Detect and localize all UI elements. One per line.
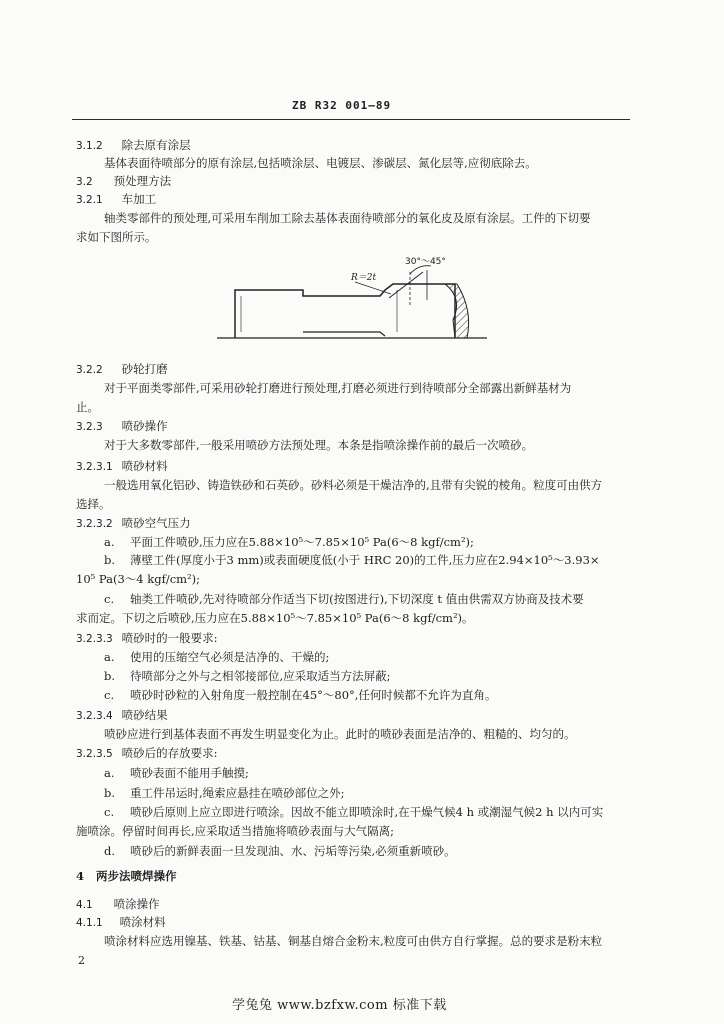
- shaft-undercut-figure: [205, 250, 535, 360]
- list-item-b: b. 待喷部分之外与之相邻接部位,应采取适当方法屏蔽;: [104, 669, 391, 683]
- section-3-2-1-body-line1: 轴类零部件的预处理,可采用车削加工除去基体表面待喷部分的氧化皮及原有涂层。工件的下切要: [104, 211, 591, 225]
- header-rule: [72, 119, 630, 120]
- section-4-1-heading: 4.1 喷涂操作: [76, 897, 160, 911]
- section-3-2-3-1-body-line1: 一般选用氧化铝砂、铸造铁砂和石英砂。砂料必须是干燥洁净的,且带有尖锐的棱角。粒度可由供方: [104, 478, 603, 492]
- angle-label: 30°～45°: [405, 257, 446, 267]
- section-3-2-3-4-body: 喷砂应进行到基体表面不再发生明显变化为止。此时的喷砂表面是洁净的、粗糙的、均匀的。: [104, 727, 576, 741]
- section-4-heading: 4 两步法喷焊操作: [76, 869, 177, 883]
- section-3-2-2-body-line2: 止。: [76, 400, 99, 414]
- list-item-a: a. 平面工件喷砂,压力应在5.88×10⁵～7.85×10⁵ Pa(6～8 kgf/cm²);: [104, 535, 474, 549]
- section-3-2-3-5-heading: 3.2.3.5 喷砂后的存放要求:: [76, 746, 218, 760]
- page-header: ZB R32 001—89: [292, 99, 392, 112]
- list-item-d: d. 喷砂后的新鲜表面一旦发现油、水、污垢等污染,必须重新喷砂。: [104, 844, 456, 858]
- section-4-1-1-heading: 4.1.1 喷涂材料: [76, 915, 166, 929]
- shaft-outline: [235, 284, 455, 338]
- section-3-2-3-2-heading: 3.2.3.2 喷砂空气压力: [76, 516, 191, 530]
- section-3-2-3-3-heading: 3.2.3.3 喷砂时的一般要求:: [76, 631, 218, 645]
- list-item-b-cont: 10⁵ Pa(3～4 kgf/cm²);: [76, 572, 201, 586]
- list-item-c: c. 轴类工件喷砂,先对待喷部分作适当下切(按图进行),下切深度 t 值由供需双方协商及技术要: [104, 592, 584, 606]
- section-3-2-3-body: 对于大多数零部件,一般采用喷砂方法预处理。本条是指喷涂操作前的最后一次喷砂。: [104, 438, 534, 452]
- section-3-2-3-1-body-line2: 选择。: [76, 497, 111, 511]
- radius-label: R＝2t: [351, 273, 377, 283]
- section-3-1-2-heading: 3.1.2 除去原有涂层: [76, 138, 191, 152]
- section-3-2-2-heading: 3.2.2 砂轮打磨: [76, 362, 168, 376]
- section-3-1-2-body: 基体表面待喷部分的原有涂层,包括喷涂层、电镀层、渗碳层、氮化层等,应彻底除去。: [104, 156, 537, 170]
- section-3-2-3-heading: 3.2.3 喷砂操作: [76, 419, 168, 433]
- list-item-a: a. 喷砂表面不能用手触摸;: [104, 766, 249, 780]
- list-item-a: a. 使用的压缩空气必须是洁净的、干燥的;: [104, 650, 330, 664]
- angle-line: [389, 272, 423, 298]
- section-3-2-3-4-heading: 3.2.3.4 喷砂结果: [76, 708, 168, 722]
- page-number: 2: [78, 954, 85, 967]
- list-item-c: c. 喷砂时砂粒的入射角度一般控制在45°～80°,任何时候都不允许为直角。: [104, 688, 497, 702]
- section-3-2-1-body-line2: 求如下图所示。: [76, 230, 157, 244]
- section-hatch: [445, 284, 469, 338]
- section-3-2-1-heading: 3.2.1 车加工: [76, 192, 157, 206]
- section-4-1-1-body: 喷涂材料应选用镍基、铁基、钴基、铜基自熔合金粉末,粒度可由供方自行掌握。总的要求是粉末粒: [104, 934, 603, 948]
- list-item-c-cont: 施喷涂。停留时间再长,应采取适当措施将喷砂表面与大气隔离;: [76, 824, 395, 838]
- section-3-2-heading: 3.2 预处理方法: [76, 174, 172, 188]
- list-item-c: c. 喷砂后原则上应立即进行喷涂。因故不能立即喷涂时,在干燥气候4 h 或潮湿气候2 h 以内可实: [104, 805, 604, 819]
- footer-watermark: 学兔兔 www.bzfxw.com 标准下载: [232, 998, 447, 1013]
- list-item-b: b. 重工件吊运时,绳索应悬挂在喷砂部位之外;: [104, 786, 345, 800]
- list-item-c-cont: 求而定。下切之后喷砂,压力应在5.88×10⁵～7.85×10⁵ Pa(6～8 kgf/cm²)。: [76, 611, 474, 625]
- section-3-2-2-body-line1: 对于平面类零部件,可采用砂轮打磨进行预处理,打磨必须进行到待喷部分全部露出新鲜基材为: [104, 381, 572, 395]
- list-item-b: b. 薄壁工件(厚度小于3 mm)或表面硬度低(小于 HRC 20)的工件,压力应在2.94×10⁵～3.93×: [104, 553, 600, 567]
- section-3-2-3-1-heading: 3.2.3.1 喷砂材料: [76, 459, 168, 473]
